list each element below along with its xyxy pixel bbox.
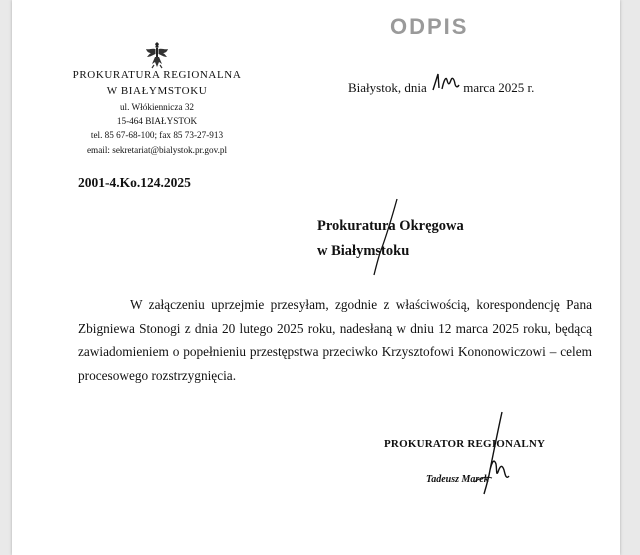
place-and-date (348, 78, 534, 96)
office-header (72, 68, 242, 157)
signature-name: Tadeusz Marek (426, 474, 489, 485)
date-suffix: marca 2025 r. (463, 80, 535, 95)
recipient-line2: w Białymstoku (317, 243, 410, 260)
recipient-line1: Prokuratura Okręgowa (317, 218, 464, 234)
office-email: email: sekretariat@bialystok.pr.gov.pl (86, 144, 228, 155)
letter-paragraph: W załączeniu uprzejmie przesyłam, zgodnie z właściwością, korespondencję Pana Zbigniewa Stonogi z dnia 20 lutego 2025 roku, nadesłaną w dniu 12 marca 2025 roku, będącą zawiadomieniem o popełnieniu przestępstwa przeciwko Krzysztofowi Kononowiczowi – celem procesowego rozstrzygnięcia. (78, 297, 592, 383)
office-city: 15-464 BIAŁYSTOK (116, 116, 198, 127)
signature-title: PROKURATOR REGIONALNY (384, 438, 546, 450)
office-name-line2: W BIAŁYMSTOKU (106, 84, 208, 97)
copy-stamp: ODPIS (390, 14, 469, 39)
date-day-handwritten (430, 78, 460, 92)
office-street: ul. Włókiennicza 32 (119, 101, 195, 112)
recipient-checkmark (370, 197, 400, 277)
date-prefix: Białystok, dnia (348, 80, 427, 95)
eagle-emblem-icon (145, 40, 169, 70)
handwritten-signature (454, 410, 514, 500)
letter-body (78, 293, 592, 388)
office-name-line1: PROKURATURA REGIONALNA (72, 69, 242, 81)
document-number: 2001-4.Ko.124.2025 (78, 175, 191, 190)
office-phone: tel. 85 67-68-100; fax 85 73-27-913 (90, 130, 224, 141)
date-day-scribble (430, 70, 460, 92)
document-page (12, 0, 620, 555)
